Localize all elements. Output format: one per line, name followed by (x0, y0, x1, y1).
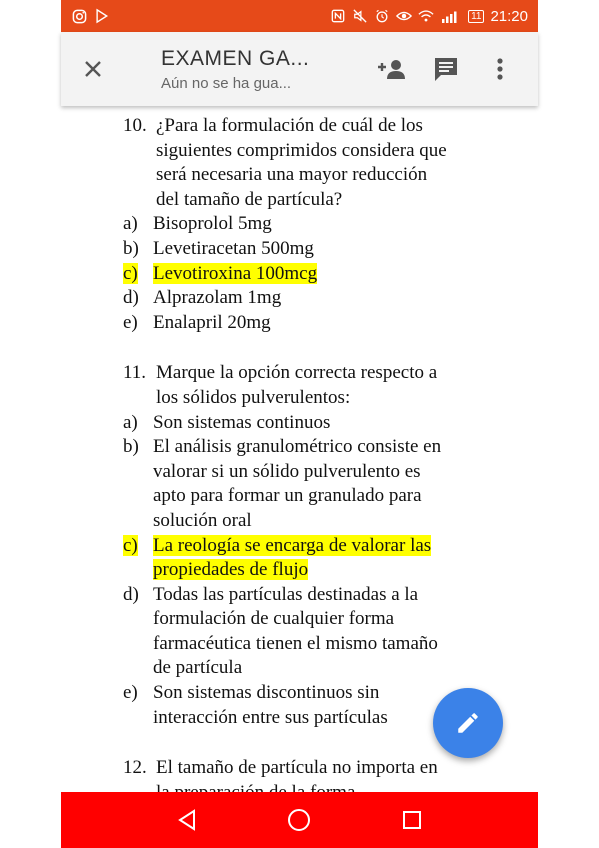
navigation-bar (61, 792, 538, 848)
option-10d (123, 286, 543, 311)
question-11 (123, 361, 543, 410)
question-number: 12. (123, 757, 147, 779)
back-button[interactable] (171, 804, 203, 836)
question-text (156, 114, 543, 212)
option-letter: e) (123, 311, 138, 333)
option-letter: d) (123, 287, 139, 309)
option-10e (123, 311, 543, 336)
option-letter: b) (123, 237, 139, 259)
question-line: siguientes comprimidos considera que (156, 139, 447, 161)
question-text (156, 361, 543, 410)
document-title: EXAMEN GA... (161, 46, 310, 70)
question-number: 10. (123, 115, 147, 136)
status-time: 21:20 (490, 7, 528, 25)
status-bar-left (71, 8, 109, 24)
save-status: Aún no se ha gua... (161, 74, 292, 92)
question-line: El tamaño de partícula no importa en (156, 757, 438, 779)
option-line: farmacéutica tienen el mismo tamaño (153, 632, 438, 654)
question-number: 11. (123, 362, 147, 384)
option-10a (123, 212, 543, 237)
close-button[interactable] (61, 32, 125, 106)
question-line: los sólidos pulverulentos: (156, 386, 351, 408)
option-letter: b) (123, 436, 139, 458)
add-person-icon (377, 58, 407, 80)
option-line: propiedades de flujo (153, 559, 309, 581)
instagram-icon (71, 8, 87, 24)
option-11a (123, 411, 543, 436)
more-options-button[interactable] (486, 55, 514, 83)
option-line: de partícula (153, 657, 243, 679)
status-bar (61, 0, 538, 32)
battery-level: 11 (468, 10, 484, 23)
option-text: Levotiroxina 100mcg (153, 262, 318, 284)
title-block (125, 47, 378, 92)
app-bar (61, 32, 538, 106)
option-letter: a) (123, 213, 138, 235)
option-letter: a) (123, 411, 138, 433)
option-letter: c) (123, 534, 138, 556)
option-letter: d) (123, 583, 139, 605)
option-11b (123, 435, 543, 533)
option-text: Levetiracetan 500mg (153, 237, 314, 259)
home-button[interactable] (283, 804, 315, 836)
option-line: valorar si un sólido pulverulento es (153, 460, 421, 482)
edit-pencil-icon (455, 710, 481, 736)
nfc-icon (330, 8, 346, 24)
question-line: será necesaria una mayor reducción (156, 164, 428, 186)
phone-screen (61, 0, 538, 848)
close-icon (83, 59, 103, 79)
option-11d (123, 583, 543, 681)
app-bar-actions (378, 55, 538, 83)
option-11c-highlighted (123, 534, 543, 583)
edit-fab-button[interactable] (433, 688, 503, 758)
option-10b (123, 237, 543, 262)
signal-icon (440, 8, 462, 24)
status-bar-right (330, 8, 528, 25)
option-text: Alprazolam 1mg (153, 287, 282, 309)
question-line: del tamaño de partícula? (156, 188, 343, 210)
recents-icon (402, 810, 422, 830)
alarm-icon (374, 8, 390, 24)
option-10c-highlighted (123, 262, 543, 287)
question-line: Marque la opción correcta respecto a (156, 362, 438, 384)
question-10 (123, 114, 543, 212)
option-line: formulación de cualquier forma (153, 608, 395, 630)
recents-button[interactable] (396, 804, 428, 836)
option-letter: e) (123, 682, 138, 704)
option-letter: c) (123, 262, 138, 284)
comments-button[interactable] (432, 55, 460, 83)
option-line: La reología se encarga de valorar las (153, 534, 432, 556)
eye-icon (396, 8, 412, 24)
option-line: Son sistemas discontinuos sin (153, 682, 380, 704)
option-line: Son sistemas continuos (153, 411, 331, 433)
play-store-icon (93, 8, 109, 24)
option-line: El análisis granulométrico consiste en (153, 436, 442, 458)
comment-icon (433, 56, 459, 82)
question-line: ¿Para la formulación de cuál de los (156, 115, 423, 136)
option-text: Enalapril 20mg (153, 311, 271, 333)
share-button[interactable] (378, 55, 406, 83)
option-line: solución oral (153, 509, 252, 531)
option-line: interacción entre sus partículas (153, 706, 388, 728)
more-vert-icon (496, 57, 504, 81)
wifi-icon (418, 8, 434, 24)
home-icon (287, 808, 311, 832)
option-line: Todas las partículas destinadas a la (153, 583, 419, 605)
back-icon (177, 809, 197, 831)
option-line: apto para formar un granulado para (153, 485, 422, 507)
option-text: Bisoprolol 5mg (153, 213, 272, 235)
mute-icon (352, 8, 368, 24)
